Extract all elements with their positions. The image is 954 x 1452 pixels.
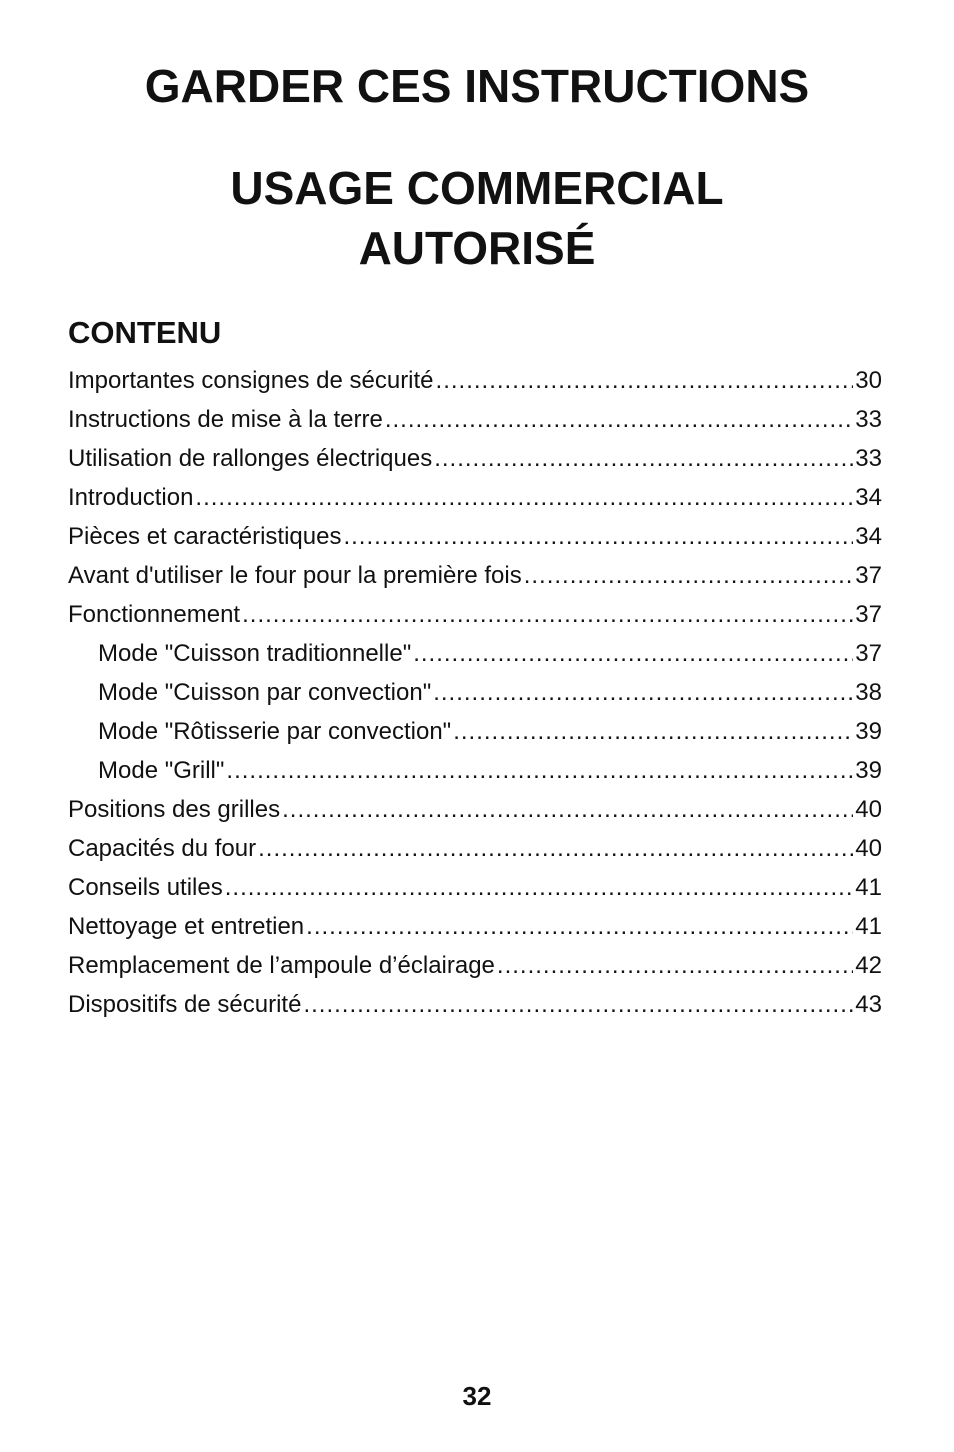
toc-entry-page: 39	[855, 757, 882, 784]
usage-title-line-2: AUTORISÉ	[358, 222, 596, 274]
page-title: GARDER CES INSTRUCTIONS	[144, 60, 810, 112]
toc-entry-convection-roast-mode	[68, 712, 882, 751]
toc-entry-operation	[68, 595, 882, 634]
toc-entry-before-first-use	[68, 556, 882, 595]
page-number: 32	[462, 1381, 492, 1411]
toc-entry-label: Introduction	[68, 484, 194, 511]
toc-entry-page: 30	[855, 367, 882, 394]
toc-entry-introduction	[68, 478, 882, 517]
toc-dot-leader	[303, 985, 853, 1024]
toc-entry-extension-cords	[68, 439, 882, 478]
toc-dot-leader	[226, 751, 853, 790]
toc-entry-page: 42	[855, 952, 882, 979]
toc-entry-page: 33	[855, 445, 882, 472]
toc-entry-safety	[68, 361, 882, 400]
toc-entry-rack-positions	[68, 790, 882, 829]
toc-entry-page: 40	[855, 835, 882, 862]
toc-entry-label: Conseils utiles	[68, 874, 223, 901]
toc-entry-grounding	[68, 400, 882, 439]
toc-entry-grill-mode	[68, 751, 882, 790]
toc-entry-light-bulb	[68, 946, 882, 985]
toc-entry-label: Mode "Grill"	[98, 757, 225, 784]
toc-dot-leader	[413, 634, 853, 673]
toc-entry-page: 41	[855, 913, 882, 940]
toc-entry-label: Avant d'utiliser le four pour la première fois	[68, 562, 522, 589]
toc-entry-bake-mode	[68, 634, 882, 673]
usage-title	[0, 158, 954, 278]
toc-entry-cleaning	[68, 907, 882, 946]
toc-entry-label: Nettoyage et entretien	[68, 913, 305, 940]
usage-title-line-1: USAGE COMMERCIAL	[230, 162, 724, 214]
toc-entry-safety-devices	[68, 985, 882, 1024]
toc-dot-leader	[524, 556, 854, 595]
toc-entry-page: 40	[855, 796, 882, 823]
toc-dot-leader	[497, 946, 853, 985]
toc-entry-page: 37	[855, 601, 882, 628]
toc-entry-helpful-tips	[68, 868, 882, 907]
toc-entry-label: Capacités du four	[68, 835, 257, 862]
toc-entry-label: Instructions de mise à la terre	[68, 406, 383, 433]
toc-dot-leader	[282, 790, 853, 829]
toc-entry-page: 37	[855, 640, 882, 667]
toc-dot-leader	[242, 595, 853, 634]
toc-entry-label: Remplacement de l’ampoule d’éclairage	[68, 952, 495, 979]
toc-entry-parts	[68, 517, 882, 556]
toc-entry-label: Mode "Rôtisserie par convection"	[98, 718, 452, 745]
toc-entry-page: 43	[855, 991, 882, 1018]
toc-entry-page: 34	[855, 523, 882, 550]
toc-dot-leader	[195, 478, 853, 517]
toc-dot-leader	[306, 907, 853, 946]
toc-dot-leader	[453, 712, 853, 751]
toc-entry-page: 34	[855, 484, 882, 511]
toc-entry-label: Mode "Cuisson traditionnelle"	[98, 640, 412, 667]
toc-dot-leader	[258, 829, 853, 868]
toc-dot-leader	[343, 517, 853, 556]
toc-entry-page: 41	[855, 874, 882, 901]
toc-entry-oven-capacity	[68, 829, 882, 868]
toc-dot-leader	[385, 400, 853, 439]
toc-entry-label: Positions des grilles	[68, 796, 281, 823]
toc-entry-convection-bake-mode	[68, 673, 882, 712]
contents-heading: CONTENU	[68, 315, 222, 350]
toc-entry-page: 33	[855, 406, 882, 433]
toc-entry-page: 37	[855, 562, 882, 589]
toc-entry-label: Mode "Cuisson par convection"	[98, 679, 432, 706]
toc-entry-page: 38	[855, 679, 882, 706]
toc-entry-label: Importantes consignes de sécurité	[68, 367, 434, 394]
toc-entry-label: Fonctionnement	[68, 601, 241, 628]
table-of-contents	[68, 361, 882, 1024]
toc-entry-label: Dispositifs de sécurité	[68, 991, 302, 1018]
toc-dot-leader	[434, 439, 853, 478]
toc-dot-leader	[433, 673, 853, 712]
toc-dot-leader	[225, 868, 854, 907]
toc-entry-label: Utilisation de rallonges électriques	[68, 445, 433, 472]
toc-dot-leader	[436, 361, 854, 400]
toc-entry-label: Pièces et caractéristiques	[68, 523, 342, 550]
toc-entry-page: 39	[855, 718, 882, 745]
